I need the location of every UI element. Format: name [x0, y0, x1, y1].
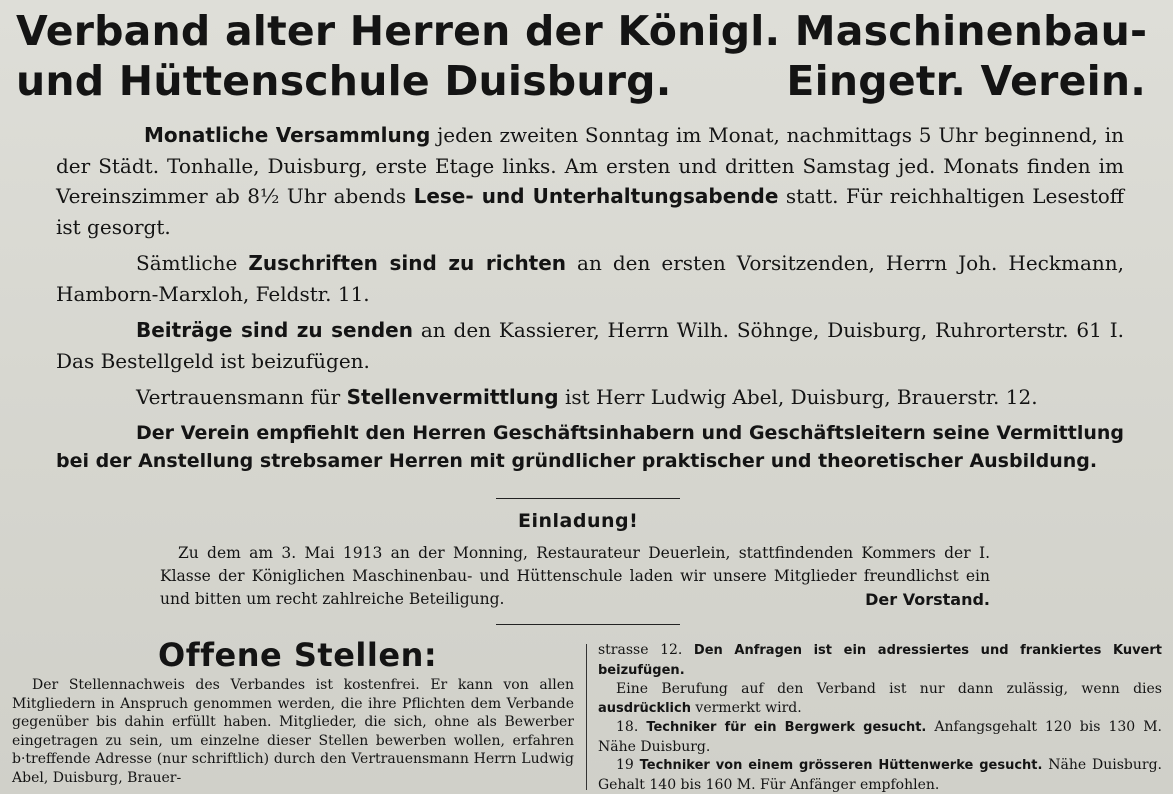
r2-text-2: vermerkt wird.: [690, 699, 802, 716]
right-column: [598, 641, 1162, 794]
dues-bold: Beiträge sind zu senden: [136, 318, 413, 342]
r4-text: Nähe Duisburg. Gehalt 140 bis 160 M. Für Anfänger empfohlen.: [598, 757, 1162, 793]
reading-evenings-bold: Lese- und Unterhaltungsabende: [413, 184, 779, 208]
placement-bold: Stellenvermittlung: [346, 385, 559, 409]
paragraph-meetings: [56, 120, 1124, 242]
r2-text: Eine Berufung auf den Verband ist nur dann zulässig, wenn dies: [616, 681, 1162, 697]
right-para-1: [598, 641, 1162, 680]
dues-text: an den Kassierer, Herrn Wilh. Söhnge, Duisburg, Ruhrorterstr. 61 I. Das Bestellgeld ist beizufügen.: [56, 318, 1124, 373]
headline-line-2-left: und Hüttenschule Duisburg.: [16, 57, 672, 105]
r4-number: 19: [616, 757, 640, 773]
paragraph-correspondence: [56, 248, 1124, 309]
placement-text: Vertrauensmann für: [136, 385, 347, 409]
meetings-bold: Monatliche Versammlung: [144, 123, 431, 147]
headline-line-2: [16, 56, 1146, 106]
r1-bold: Den Anfragen ist ein adressiertes und frankiertes Kuvert beizufügen.: [598, 643, 1162, 678]
paragraph-recommendation: Der Verein empfiehlt den Herren Geschäftsinhabern und Geschäftsleitern seine Vermittlung bei der Anstellung strebsamer Herren mit gründlicher praktischer und theoretischer Ausbildung.: [56, 421, 1124, 472]
r3-text: Anfangsgehalt 120 bis 130 M. Nähe Duisburg.: [598, 719, 1162, 755]
paragraph-dues: [56, 315, 1124, 376]
meetings-text: jeden zweiten Sonntag im Monat, nachmittags 5 Uhr beginnend, in der Städt. Tonhalle, Duisburg, erste Etage links. Am ersten und dritten Samstag jed. Monats finden im Vereinszimmer ab 8½ Uhr abends: [56, 123, 1124, 208]
correspondence-text-2: an den ersten Vorsitzenden, Herrn Joh. Heckmann, Hamborn-Marxloh, Feldstr. 11.: [56, 251, 1124, 306]
r1-text: strasse 12.: [598, 642, 694, 658]
invitation-text: Zu dem am 3. Mai 1913 an der Monning, Restaurateur Deuerlein, stattfindenden Kommers der I. Klasse der Königlichen Maschinenbau- und Hüttenschule laden wir unsere Mitglieder freundlichst ein und bitten um recht zahlreiche Beteiligung.: [160, 544, 990, 608]
correspondence-bold: Zuschriften sind zu richten: [248, 251, 567, 275]
r3-bold: Techniker für ein Bergwerk gesucht.: [646, 720, 927, 735]
correspondence-text: Sämtliche: [136, 251, 249, 275]
left-column-text: Der Stellennachweis des Verbandes ist kostenfrei. Er kann von allen Mitgliedern in Anspruch genommen werden, die ihre Pflichten dem Verbande gegenüber bis dahin erfüllt haben. Mitglieder, die sich, ohne als Bewerber eingetragen zu sein, um einzelne dieser Stellen bewerben wollen, erfahren b·treffende Adresse (nur schriftlich) durch den Vertrauensmann Herrn Ludwig Abel, Duisburg, Brauer-: [12, 677, 574, 786]
divider-bottom: [496, 624, 680, 625]
announcement-body: [56, 120, 1124, 481]
paragraph-job-placement: [56, 382, 1124, 413]
right-para-3: [598, 718, 1162, 756]
invitation-signature: Der Vorstand.: [865, 590, 990, 609]
r3-number: 18.: [616, 719, 647, 735]
left-column: [12, 676, 574, 787]
headline-line-2-right: Eingetr. Verein.: [786, 57, 1146, 105]
column-divider: [586, 644, 587, 790]
invitation-text-block: [160, 542, 990, 611]
divider-top: [496, 498, 680, 499]
r4-bold: Techniker von einem grösseren Hüttenwerke gesucht.: [639, 758, 1043, 773]
placement-text-2: ist Herr Ludwig Abel, Duisburg, Brauerstr. 12.: [558, 385, 1038, 409]
right-para-4: [598, 756, 1162, 794]
meetings-text-2: statt. Für reichhaltigen Lesestoff ist gesorgt.: [56, 184, 1124, 239]
invitation-title: Einladung!: [518, 510, 639, 532]
right-para-2: [598, 680, 1162, 718]
headline-line-1: Verband alter Herren der Königl. Maschinenbau-: [16, 7, 1148, 55]
r2-bold: ausdrücklich: [598, 700, 691, 716]
offene-stellen-title: Offene Stellen:: [158, 636, 438, 674]
